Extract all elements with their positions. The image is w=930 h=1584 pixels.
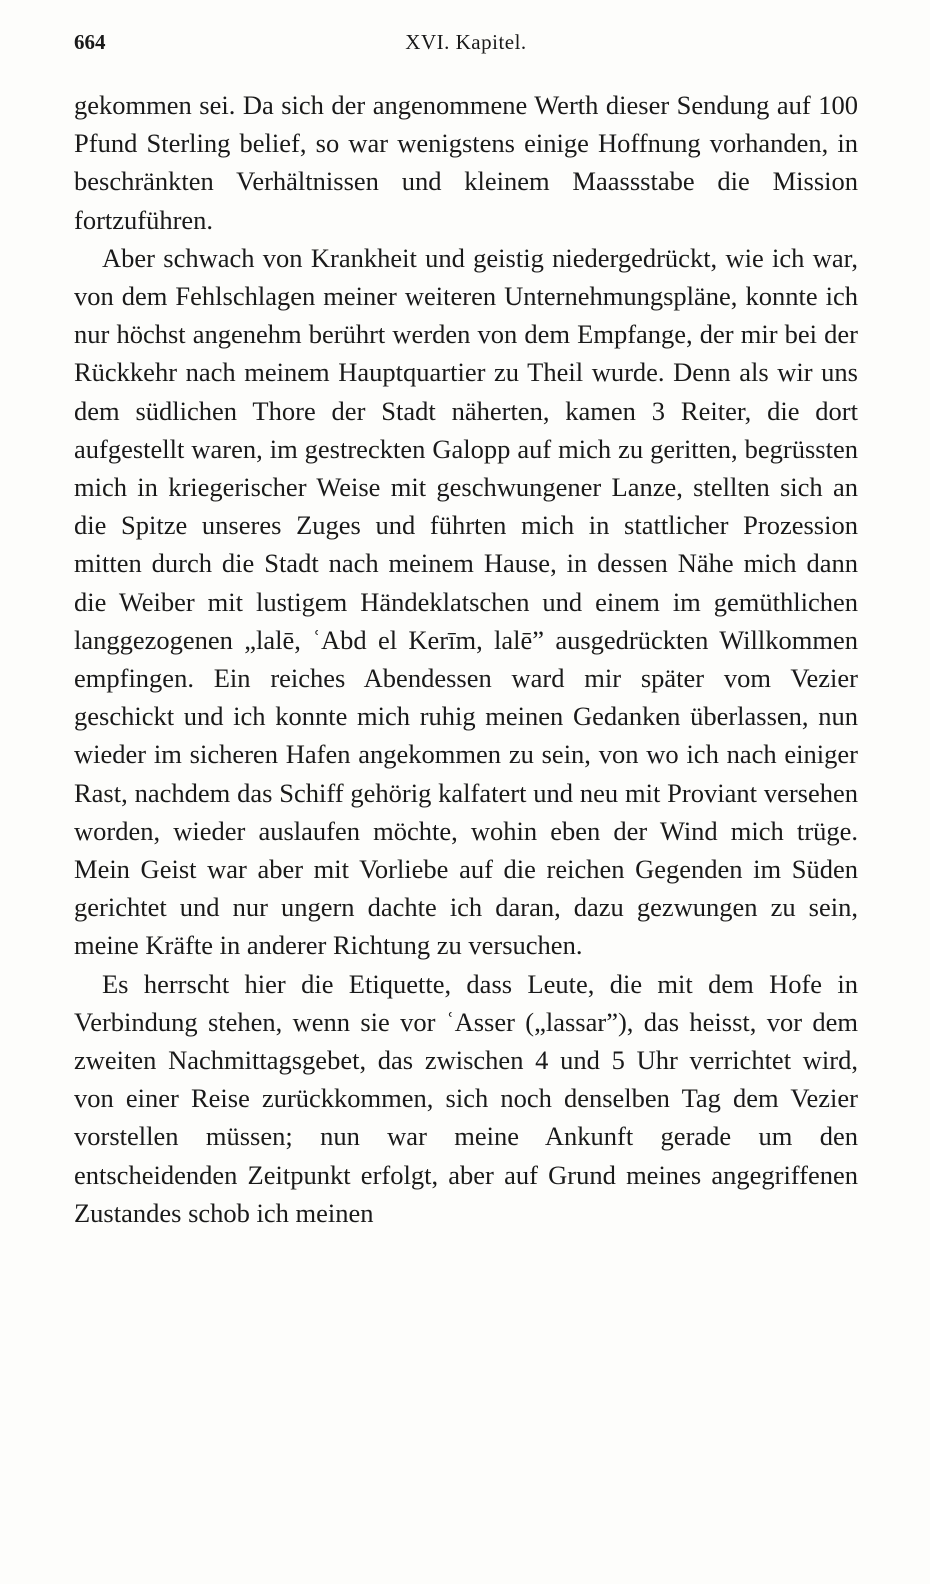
page-header xyxy=(74,30,858,62)
page-number: 664 xyxy=(74,30,106,54)
body-text xyxy=(74,86,858,1232)
paragraph-etiquette: Es herrscht hier die Etiquette, dass Leute, die mit dem Hofe in Verbindung stehen, wenn sie vor ʿAsser („lassar”), das heisst, vor dem zweiten Nachmittagsgebet, das zwischen 4 und 5 Uhr verrichtet wird, von einer Reise zurückkommen, sich noch denselben Tag dem Vezier vorstellen müssen; nun war meine Ankunft gerade um den entscheidenden Zeitpunkt erfolgt, aber auf Grund meines angegriffenen Zustandes schob ich meinen xyxy=(74,968,858,1228)
paragraph-continuation: gekommen sei. Da sich der angenommene Werth dieser Sendung auf 100 Pfund Sterling belief, so war wenigstens einige Hoffnung vorhanden, in beschränkten Verhältnissen und kleinem Maassstabe die Mission fortzuführen. xyxy=(74,90,858,235)
running-head: XVI. Kapitel. xyxy=(405,30,527,54)
paragraph-reception: Aber schwach von Krankheit und geistig niedergedrückt, wie ich war, von dem Fehlschlagen meiner weiteren Unternehmungspläne, konnte ich nur höchst angenehm berührt werden von dem Empfange, der mir bei der Rückkehr nach meinem Hauptquartier zu Theil wurde. Denn als wir uns dem südlichen Thore der Stadt näherten, kamen 3 Reiter, die dort aufgestellt waren, im gestreckten Galopp auf mich zu geritten, begrüssten mich in kriegerischer Weise mit geschwungener Lanze, stellten sich an die Spitze unseres Zuges und führten mich in stattlicher Prozession mitten durch die Stadt nach meinem Hause, in dessen Nähe mich dann die Weiber mit lustigem Händeklatschen und einem im gemüthlichen langgezogenen „lalē, ʿAbd el Kerīm, lalē” ausgedrückten Willkommen empfingen. Ein reiches Abendessen ward mir später vom Vezier geschickt und ich konnte mich ruhig meinen Gedanken überlassen, nun wieder im sicheren Hafen angekommen zu sein, von wo ich nach einiger Rast, nachdem das Schiff gehörig kalfatert und neu mit Proviant versehen worden, wieder auslaufen möchte, wohin eben der Wind mich trüge. Mein Geist war aber mit Vorliebe auf die reichen Gegenden im Süden gerichtet und nur ungern dachte ich daran, dazu gezwungen zu sein, meine Kräfte in anderer Richtung zu versuchen. xyxy=(74,242,858,961)
